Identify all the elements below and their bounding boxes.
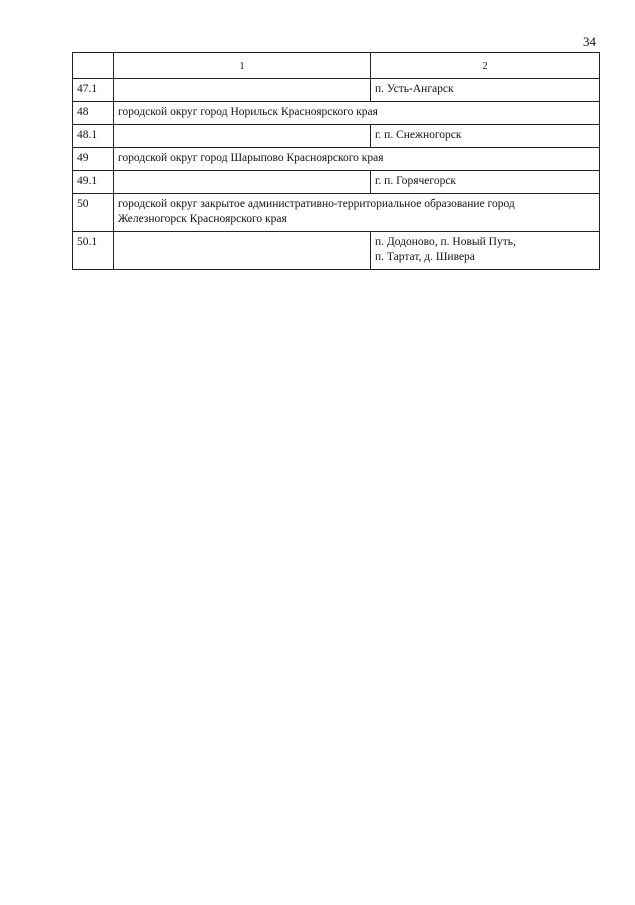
row-col2 bbox=[371, 232, 600, 270]
row-merged-text: городской округ город Норильск Красноярского края bbox=[114, 102, 600, 125]
row-col2: п. Усть-Ангарск bbox=[371, 79, 600, 102]
row-number: 48.1 bbox=[73, 125, 114, 148]
row-number: 50 bbox=[73, 194, 114, 232]
page-number: 34 bbox=[583, 34, 596, 49]
table-row bbox=[73, 148, 600, 171]
row-text-line: городской округ закрытое административно-территориальное образование город bbox=[118, 198, 515, 210]
table-row bbox=[73, 102, 600, 125]
row-col1 bbox=[114, 125, 371, 148]
header-cell-num bbox=[73, 53, 114, 79]
row-number: 47.1 bbox=[73, 79, 114, 102]
row-text-line: Железногорск Красноярского края bbox=[118, 213, 287, 225]
row-text-line: п. Додоново, п. Новый Путь, bbox=[375, 236, 516, 248]
row-text-line: п. Тартат, д. Шивера bbox=[375, 251, 475, 263]
row-col1 bbox=[114, 232, 371, 270]
table-row bbox=[73, 79, 600, 102]
table-header-row bbox=[73, 53, 600, 79]
table-row bbox=[73, 125, 600, 148]
table-row bbox=[73, 232, 600, 270]
table-row bbox=[73, 171, 600, 194]
row-col1 bbox=[114, 171, 371, 194]
header-cell-1: 1 bbox=[114, 53, 371, 79]
row-merged-text: городской округ город Шарыпово Красноярского края bbox=[114, 148, 600, 171]
row-col1 bbox=[114, 79, 371, 102]
row-number: 49.1 bbox=[73, 171, 114, 194]
row-merged-text bbox=[114, 194, 600, 232]
row-col2: г. п. Горячегорск bbox=[371, 171, 600, 194]
table-row bbox=[73, 194, 600, 232]
header-cell-2: 2 bbox=[371, 53, 600, 79]
row-number: 49 bbox=[73, 148, 114, 171]
settlements-table bbox=[72, 52, 600, 270]
row-col2: г. п. Снежногорск bbox=[371, 125, 600, 148]
row-number: 48 bbox=[73, 102, 114, 125]
row-number: 50.1 bbox=[73, 232, 114, 270]
